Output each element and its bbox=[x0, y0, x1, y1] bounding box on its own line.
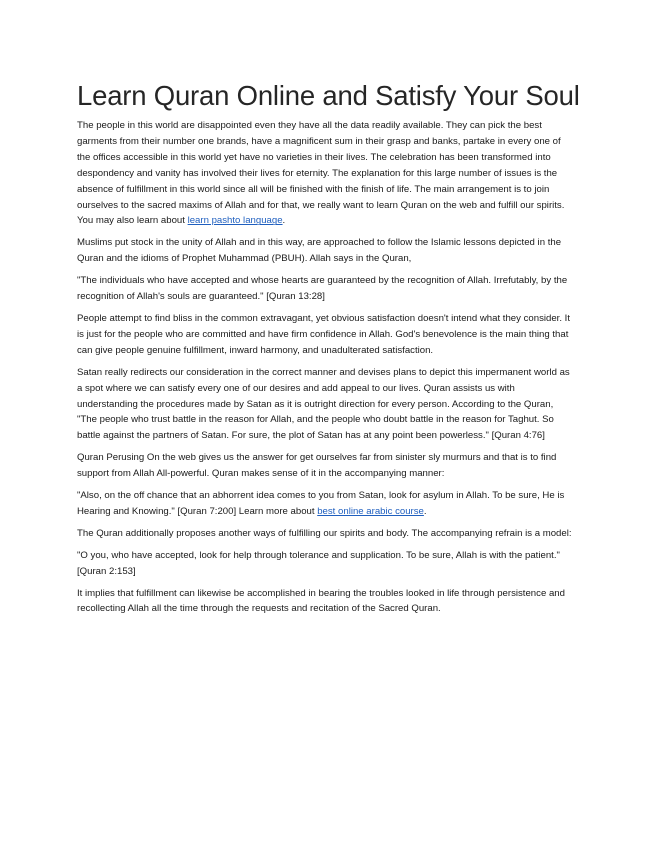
paragraph-1-text: The people in this world are disappointed even they have all the data readily available. They can pick the best garments from their number one brands, have a magnificent sum in their grasp and banks, partake in every one of the offices accessible in this world yet have no varieties in their lives. The celebration has been transformed into despondency and vanity has involved their lives for eternity. The explanation for this large number of issues is the absence of fulfillment in this world since all will be finished with the finish of life. The main arrangement is to join ourselves to the sacred maxims of Allah and for that, we really want to learn Quran on the web and fulfill our spirits. You may also learn about bbox=[77, 120, 565, 227]
paragraph-1-end: . bbox=[282, 215, 286, 227]
quote-quran-13-28: "The individuals who have accepted and whose hearts are guaranteed by the recognition of Allah. Irrefutably, by the recognition of Allah's souls are guaranteed." [Quran 13:28] bbox=[77, 275, 568, 303]
paragraph-4: People attempt to find bliss in the common extravagant, yet obvious satisfaction doesn't intend what they consider. It is just for the people who are committed and have firm confidence in Allah. God's benevolence is the main thing that can give people genuine fulfillment, inward harmony, and unadulterated satisfaction. bbox=[77, 312, 570, 356]
quote-quran-2-153: "O you, who have accepted, look for help through tolerance and supplication. To be sure, Allah is with the patient." [Quran 2:153] bbox=[77, 549, 560, 577]
paragraph-2: Muslims put stock in the unity of Allah and in this way, are approached to follow the Islamic lessons depicted in the Quran and the idioms of Prophet Muhammad (PBUH). Allah says in the Quran, bbox=[77, 237, 562, 265]
paragraph-10: It implies that fulfillment can likewise be accomplished in bearing the troubles looked in life through persistence and recollecting Allah all the time through the requests and recitation of the Sacred Quran. bbox=[77, 587, 565, 615]
paragraph-1 bbox=[77, 118, 575, 229]
paragraph-7-end: . bbox=[423, 505, 427, 517]
best-online-arabic-course-link[interactable]: best online arabic course bbox=[317, 505, 424, 517]
paragraph-5: Satan really redirects our consideration in the correct manner and devises plans to depict this impermanent world as a spot where we can satisfy every one of our desires and add appeal to our lives. Quran assists us with understanding the procedures made by Satan as it is outright direction for every person. According to the Quran, "The people who trust battle in the reason for Allah, and the people who doubt battle in the reason for Taghut. So battle against the partners of Satan. For sure, the plot of Satan has at any point been powerless." [Quran 4:76] bbox=[77, 366, 570, 442]
quote-quran-7-200 bbox=[77, 488, 575, 520]
learn-pashto-language-link[interactable]: learn pashto language bbox=[187, 215, 283, 227]
page-title: Learn Quran Online and Satisfy Your Soul bbox=[77, 80, 580, 111]
paragraph-8: The Quran additionally proposes another ways of fulfilling our spirits and body. The accompanying refrain is a model: bbox=[77, 527, 572, 539]
paragraph-7-text: "Also, on the off chance that an abhorrent idea comes to you from Satan, look for asylum in Allah. To be sure, He is Hearing and Knowing." [Quran 7:200] Learn more about bbox=[77, 490, 565, 517]
paragraph-6: Quran Perusing On the web gives us the answer for get ourselves far from sinister sly murmurs and that is to find support from Allah All-powerful. Quran makes sense of it in the accompanying manner: bbox=[77, 452, 557, 480]
document-page bbox=[77, 78, 580, 623]
